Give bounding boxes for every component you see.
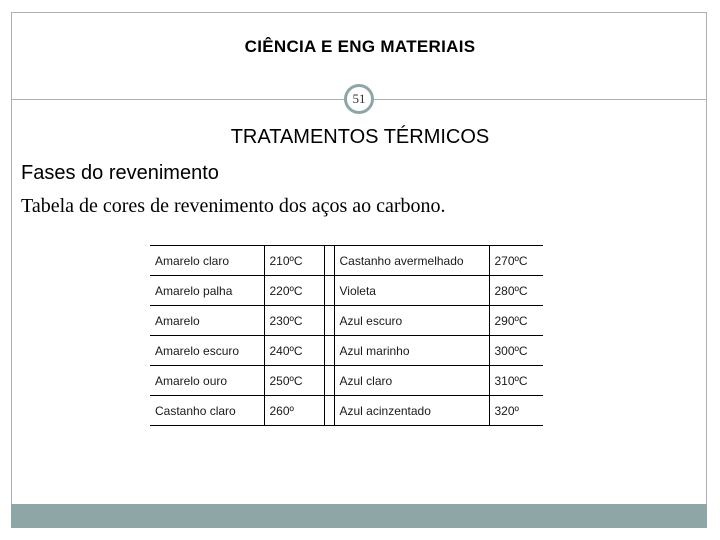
footer-band <box>11 504 707 528</box>
section-subtitle: Fases do revenimento <box>21 162 219 184</box>
temperature-cell: 250ºC <box>264 366 324 396</box>
color-name-cell: Amarelo ouro <box>150 366 264 396</box>
temperature-cell: 270ºC <box>489 246 543 276</box>
column-separator <box>324 396 334 426</box>
table-row <box>150 306 543 336</box>
page-number-badge: 51 <box>344 84 374 114</box>
table-body <box>150 246 543 426</box>
color-name-cell: Amarelo palha <box>150 276 264 306</box>
column-separator <box>324 246 334 276</box>
color-name-cell: Amarelo claro <box>150 246 264 276</box>
color-name-cell: Amarelo escuro <box>150 336 264 366</box>
color-name-cell: Azul claro <box>334 366 489 396</box>
color-name-cell: Castanho claro <box>150 396 264 426</box>
table-row <box>150 336 543 366</box>
table-row <box>150 246 543 276</box>
table-row <box>150 366 543 396</box>
temperature-cell: 290ºC <box>489 306 543 336</box>
color-name-cell: Amarelo <box>150 306 264 336</box>
temperature-cell: 300ºC <box>489 336 543 366</box>
table-row <box>150 276 543 306</box>
header-title: CIÊNCIA E ENG MATERIAIS <box>244 37 476 56</box>
temperature-cell: 210ºC <box>264 246 324 276</box>
color-name-cell: Violeta <box>334 276 489 306</box>
body-text: Tabela de cores de revenimento dos aços ao carbono. <box>21 195 446 217</box>
temperature-cell: 310ºC <box>489 366 543 396</box>
column-separator <box>324 366 334 396</box>
temperature-cell: 230ºC <box>264 306 324 336</box>
color-name-cell: Azul escuro <box>334 306 489 336</box>
column-separator <box>324 276 334 306</box>
tempering-colors-table <box>150 245 543 426</box>
page-title: TRATAMENTOS TÉRMICOS <box>230 126 490 148</box>
column-separator <box>324 306 334 336</box>
temperature-cell: 320º <box>489 396 543 426</box>
color-name-cell: Azul marinho <box>334 336 489 366</box>
table-row <box>150 396 543 426</box>
color-name-cell: Azul acinzentado <box>334 396 489 426</box>
column-separator <box>324 336 334 366</box>
temperature-cell: 240ºC <box>264 336 324 366</box>
color-name-cell: Castanho avermelhado <box>334 246 489 276</box>
temperature-cell: 280ºC <box>489 276 543 306</box>
temperature-cell: 260º <box>264 396 324 426</box>
temperature-cell: 220ºC <box>264 276 324 306</box>
